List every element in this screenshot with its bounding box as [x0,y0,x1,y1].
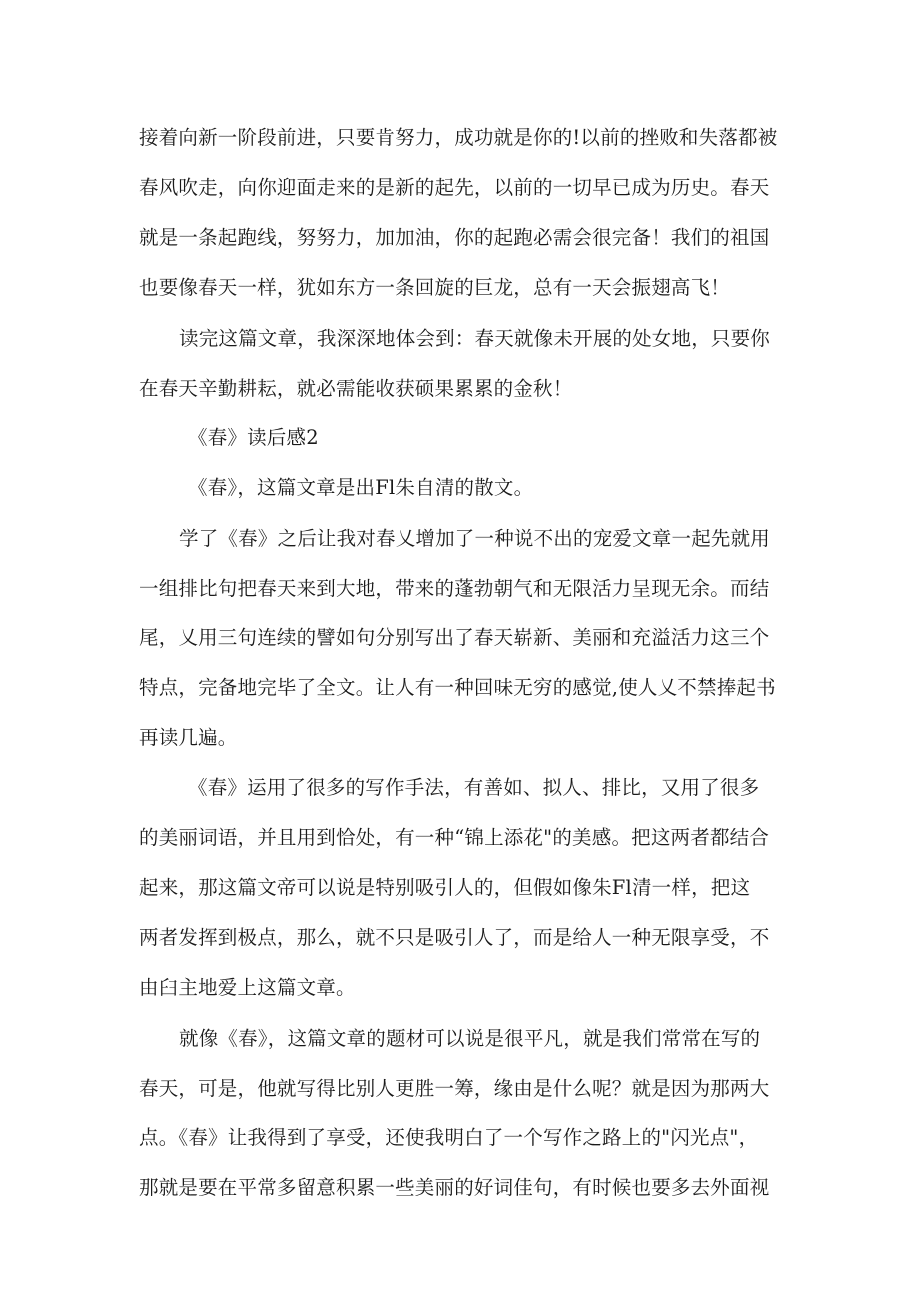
text-line: 特点，完备地完毕了全文。让人有一种回味无穷的感觉,使人乂不禁捧起书 [139,676,776,699]
text-line: 两者发挥到极点，那么，就不只是吸引人了，而是给人一种无限享受，不 [139,926,770,949]
text-line: 起来，那这篇文帝可以说是特别吸引人的，但假如像朱Fl清一样，把这 [139,876,751,899]
text-line: 春天，可是，他就写得比别人更胜一筹，缘由是什么呢？就是因为那两大 [139,1077,770,1100]
text-line: 也要像春天一样，犹如东方一条回旋的巨龙，总有一天会振翅高飞！ [139,276,731,299]
text-line: 读完这篇文章，我深深地体会到：春天就像未开展的处女地，只要你 [179,327,771,350]
text-line: 春风吹走，向你迎面走来的是新的起先，以前的一切早已成为历史。春天 [139,176,770,199]
text-line: 一组排比句把春天来到大地，带来的蓬勃朝气和无限活力呈现无余。而结 [139,577,770,600]
text-line: 《春》，这篇文章是出Fl朱自清的散文。 [188,476,534,499]
text-line: 学了《春》之后让我对春乂增加了一种说不出的宠爱文章一起先就用 [179,527,771,550]
text-line: 的美丽词语，并且用到恰处，有一种“锦上添花"的美感。把这两者都结合 [139,826,770,849]
text-line: 尾，乂用三句连续的譬如句分别写出了春天崭新、美丽和充溢活力这三个 [139,626,770,649]
text-line: 再读几遍。 [139,726,238,749]
text-line: 就是一条起跑线，努努力，加加油，你的起跑必需会很完备！我们的祖国 [139,226,770,249]
text-line: 由臼主地爱上这篇文章。 [139,976,356,999]
text-line: 接着向新一阶段前进，只要肯努力，成功就是你的!以前的挫败和失落都被 [139,126,778,149]
text-line: 点。《春》让我得到了享受，还使我明白了一个写作之路上的"闪光点"， [139,1126,759,1149]
text-line: 在春天辛勤耕耘，就必需能收获硕果累累的金秋！ [139,377,573,400]
section-heading: 《春》读后感2 [188,426,319,449]
text-line: 就像《春》，这篇文章的题材可以说是很平凡，就是我们常常在写的 [179,1027,761,1050]
text-line: 那就是要在平常多留意积累一些美丽的好词佳句，有时候也要多去外面视 [139,1176,770,1199]
text-line: 《春》运用了很多的写作手法，有善如、拟人、排比，又用了很多 [188,776,760,799]
